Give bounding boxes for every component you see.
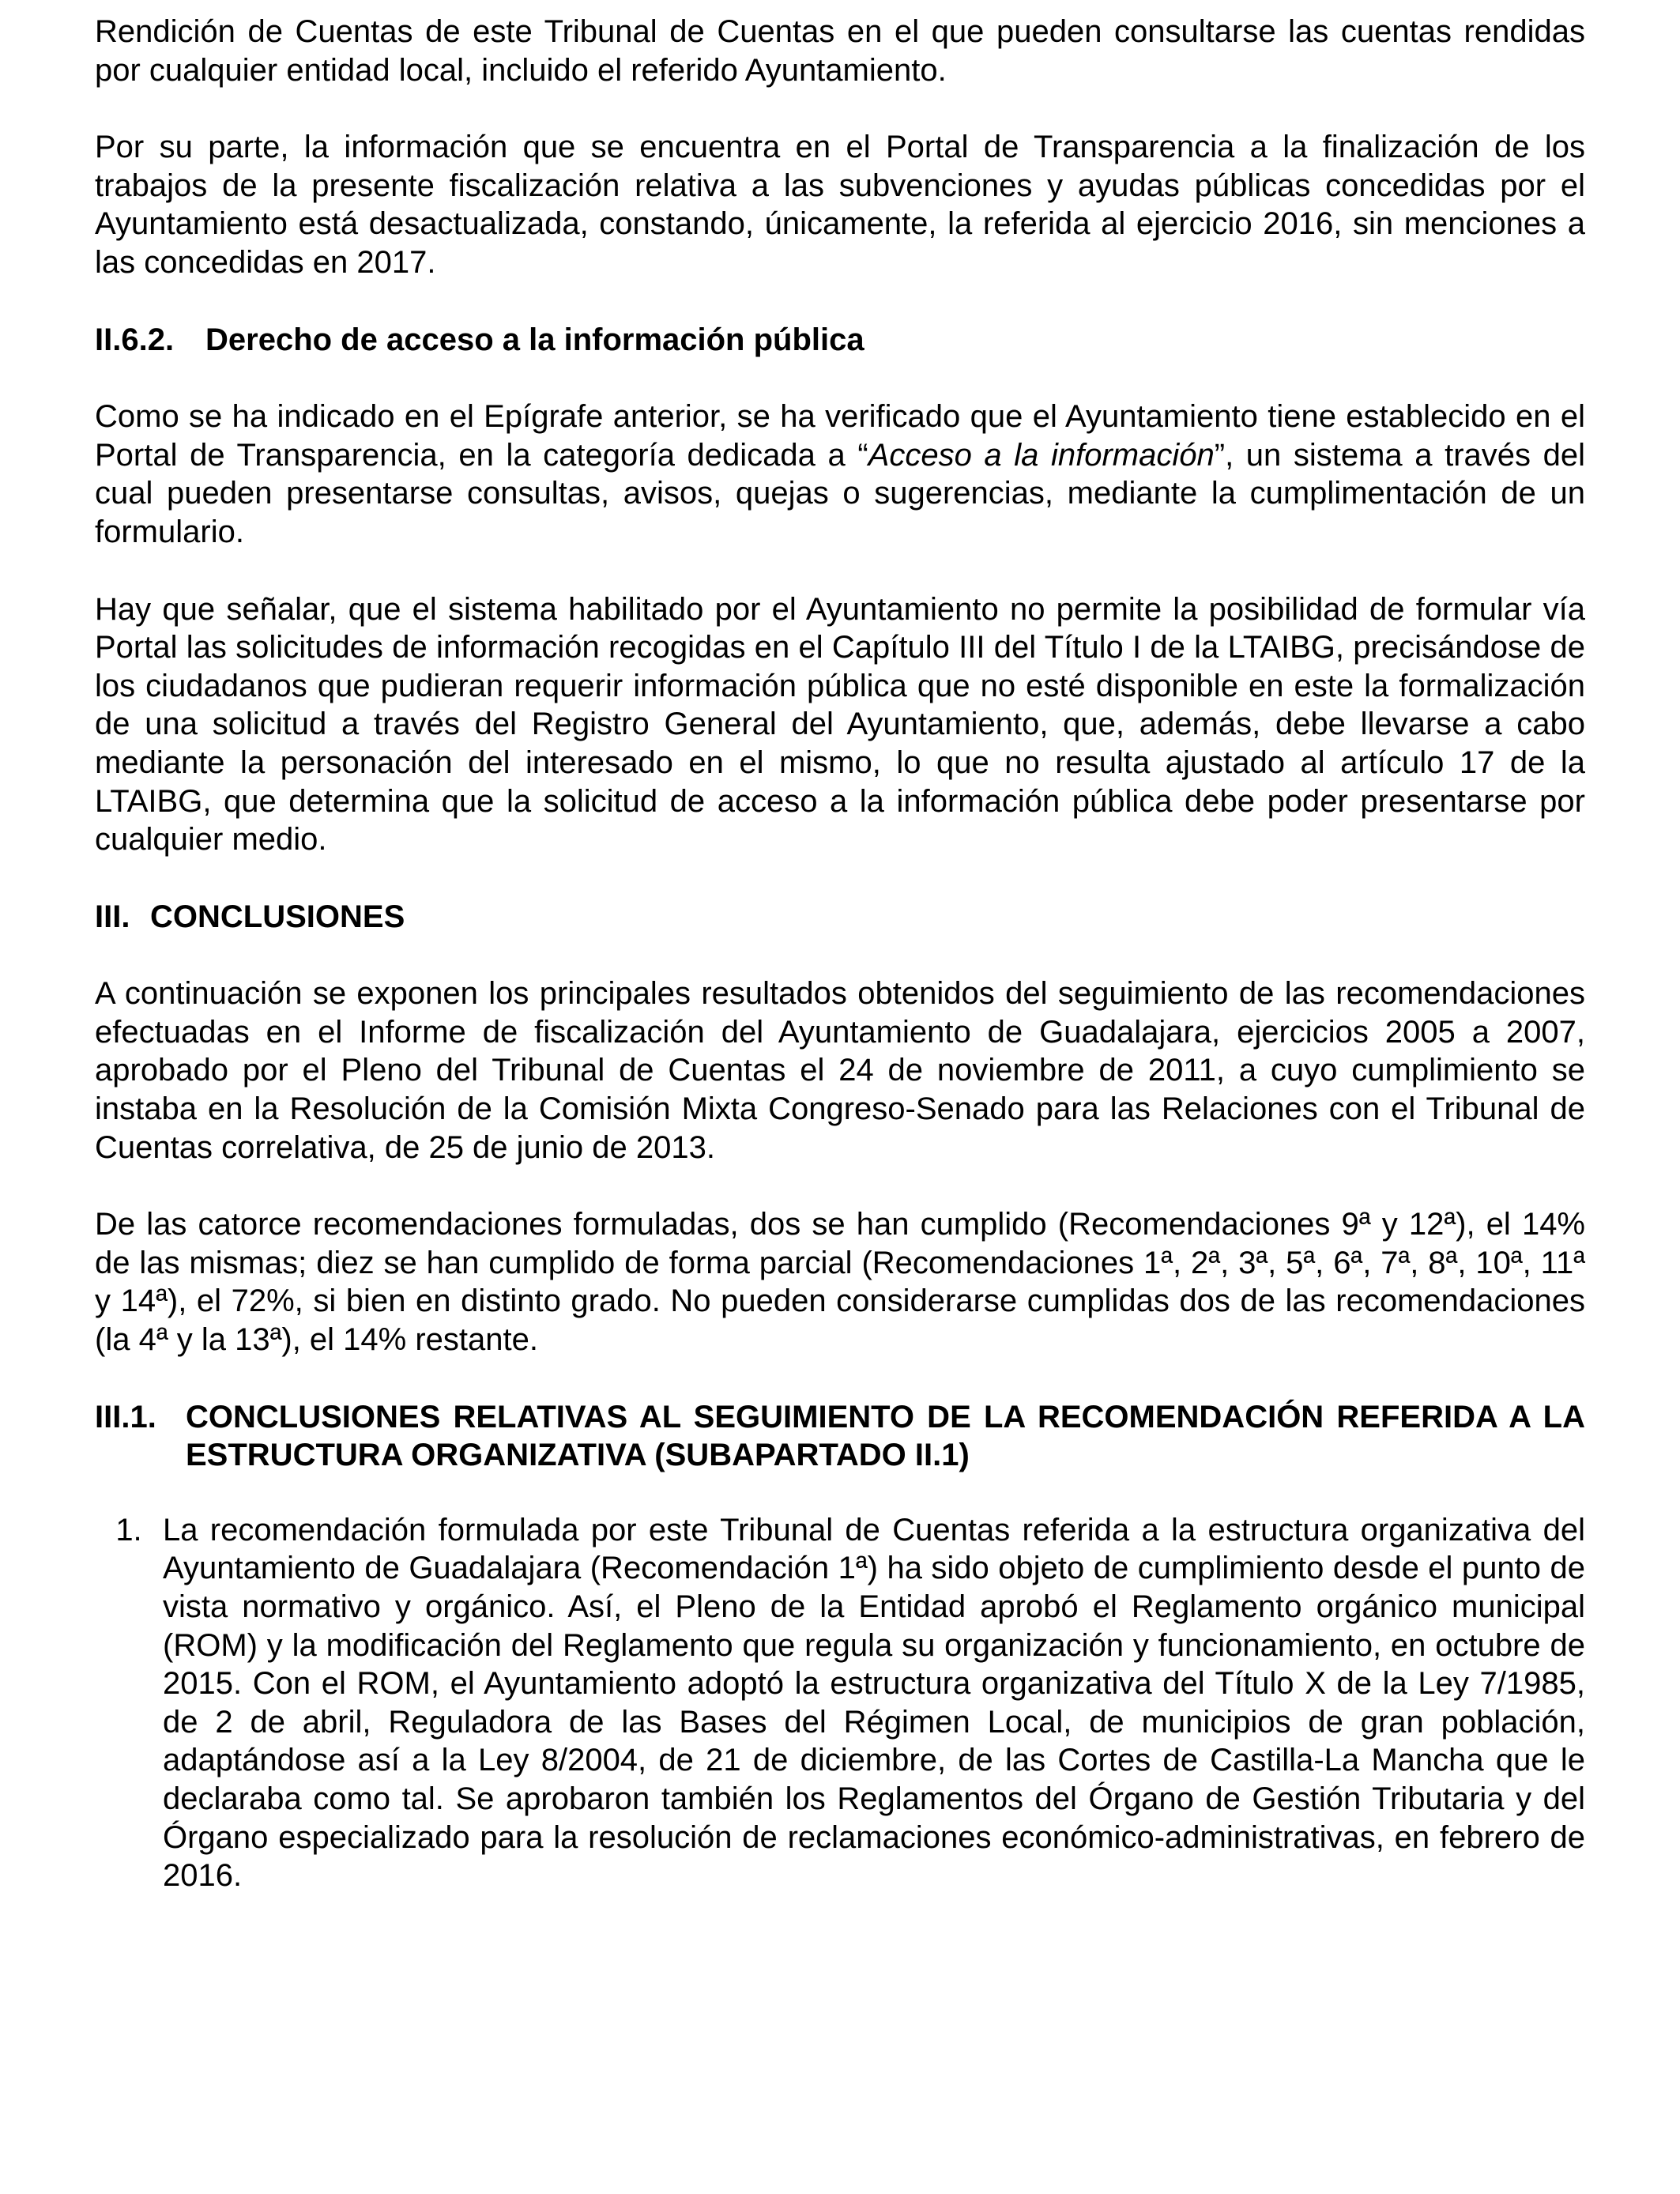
section-heading-3-1 <box>95 1398 1585 1475</box>
section-title: Derecho de acceso a la información pública <box>205 322 864 357</box>
section-heading-3 <box>95 898 1585 937</box>
section-title: CONCLUSIONES RELATIVAS AL SEGUIMIENTO DE LA RECOMENDACIÓN REFERIDA A LA ESTRUCTURA ORGANIZATIVA (SUBAPARTADO II.1) <box>186 1399 1585 1473</box>
paragraph-text-end: ”, un sistema a través del cual pueden presentarse consultas, avisos, quejas o sugerencias, mediante la cumplimentación de un formulario. <box>95 437 1586 549</box>
paragraph-portal-transparencia: Por su parte, la información que se encuentra en el Portal de Transparencia a la finalización de los trabajos de la presente fiscalización relativa a las subvenciones y ayudas públicas concedidas por el Ayuntamiento está desactualizada, constando, únicamente, la referida al ejercicio 2016, sin menciones a las concedidas en 2017. <box>95 130 1585 280</box>
document-page <box>95 13 1585 1895</box>
paragraph-acceso-informacion <box>95 398 1585 551</box>
section-title: CONCLUSIONES <box>150 899 405 934</box>
paragraph-sistema-habilitado: Hay que señalar, que el sistema habilitado por el Ayuntamiento no permite la posibilidad de formular vía Portal las solicitudes de información recogidas en el Capítulo III del Título I de la LTAIBG, precisándose de los ciudadanos que pudieran requerir información pública que no esté disponible en este la formalización de una solicitud a través del Registro General del Ayuntamiento, que, además, debe llevarse a cabo mediante la personación del interesado en el mismo, lo que no resulta ajustado al artículo 17 de la LTAIBG, que determina que la solicitud de acceso a la información pública debe poder presentarse por cualquier medio. <box>95 591 1585 858</box>
list-item-text: La recomendación formulada por este Tribunal de Cuentas referida a la estructura organizativa del Ayuntamiento de Guadalajara (Recomendación 1ª) ha sido objeto de cumplimiento desde el punto de vista normativo y orgánico. Así, el Pleno de la Entidad aprobó el Reglamento orgánico municipal (ROM) y la modificación del Reglamento que regula su organización y funcionamiento, en octubre de 2015. Con el ROM, el Ayuntamiento adoptó la estructura organizativa del Título X de la Ley 7/1985, de 2 de abril, Reguladora de las Bases del Régimen Local, de municipios de gran población, adaptándose así a la Ley 8/2004, de 21 de diciembre, de las Cortes de Castilla-La Mancha que le declaraba como tal. Se aprobaron también los Reglamentos del Órgano de Gestión Tributaria y del Órgano especializado para la resolución de reclamaciones económico-administrativas, en febrero de 2016. <box>163 1512 1585 1894</box>
section-number: II.6.2. <box>95 322 175 357</box>
paragraph-text-start: Como se ha indicado en el Epígrafe anterior, se ha verificado que el Ayuntamiento tiene establecido en el Portal de Transparencia, en la categoría dedicada a “ <box>95 399 1585 473</box>
section-heading-2-6-2 <box>95 321 1585 360</box>
list-item <box>95 1511 1585 1895</box>
list-item-number: 1. <box>115 1512 142 1547</box>
paragraph-catorce-recomendaciones: De las catorce recomendaciones formuladas, dos se han cumplido (Recomendaciones 9ª y 12ª), el 14% de las mismas; diez se han cumplido de forma parcial (Recomendaciones 1ª, 2ª, 3ª, 5ª, 6ª, 7ª, 8ª, 10ª, 11ª y 14ª), el 72%, si bien en distinto grado. No pueden considerarse cumplidas dos de las recomendaciones (la 4ª y la 13ª), el 14% restante. <box>95 1207 1585 1358</box>
section-number: III.1. <box>95 1399 156 1434</box>
paragraph-resultados-seguimiento: A continuación se exponen los principales resultados obtenidos del seguimiento de las recomendaciones efectuadas en el Informe de fiscalización del Ayuntamiento de Guadalajara, ejercicios 2005 a 2007, aprobado por el Pleno del Tribunal de Cuentas el 24 de noviembre de 2011, a cuyo cumplimiento se instaba en la Resolución de la Comisión Mixta Congreso-Senado para las Relaciones con el Tribunal de Cuentas correlativa, de 25 de junio de 2013. <box>95 976 1585 1165</box>
italic-category-name: Acceso a la información <box>868 437 1215 473</box>
section-number: III. <box>95 899 130 934</box>
paragraph-rendicion-cuentas: Rendición de Cuentas de este Tribunal de Cuentas en el que pueden consultarse las cuentas rendidas por cualquier entidad local, incluido el referido Ayuntamiento. <box>95 14 1585 88</box>
